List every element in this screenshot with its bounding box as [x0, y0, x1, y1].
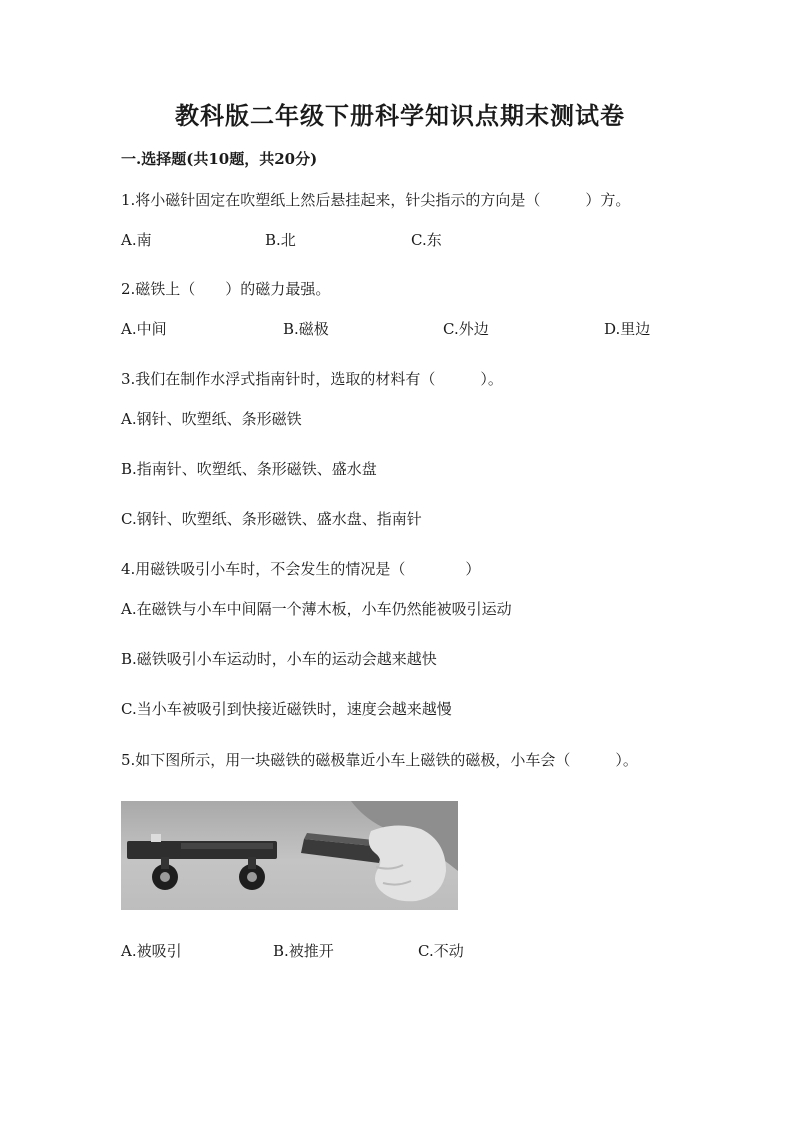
section-heading: 一.选择题(共10题，共20分) — [121, 150, 318, 168]
question-5: 5.如下图所示，用一块磁铁的磁极靠近小车上磁铁的磁极，小车会（ ）。 — [121, 751, 638, 769]
magnet-car-illustration — [121, 801, 458, 910]
q4-option-a: A.在磁铁与小车中间隔一个薄木板，小车仍然能被吸引运动 — [121, 600, 512, 618]
q3-option-b: B.指南针、吹塑纸、条形磁铁、盛水盘 — [121, 460, 377, 478]
q3-option-a: A.钢针、吹塑纸、条形磁铁 — [121, 410, 302, 428]
q1-option-c: C.东 — [411, 231, 442, 249]
q5-option-b: B.被推开 — [273, 942, 334, 960]
question-4: 4.用磁铁吸引小车时，不会发生的情况是（ ） — [121, 560, 481, 578]
question-2: 2.磁铁上（ ）的磁力最强。 — [121, 280, 331, 298]
question-3: 3.我们在制作水浮式指南针时，选取的材料有（ ）。 — [121, 370, 503, 388]
q4-option-c: C.当小车被吸引到快接近磁铁时，速度会越来越慢 — [121, 700, 452, 718]
q4-option-b: B.磁铁吸引小车运动时，小车的运动会越来越快 — [121, 650, 437, 668]
q5-option-a: A.被吸引 — [121, 942, 182, 960]
page-title: 教科版二年级下册科学知识点期末测试卷 — [175, 101, 625, 130]
q1-option-a: A.南 — [121, 231, 152, 249]
q2-option-a: A.中间 — [121, 320, 167, 338]
q3-option-c: C.钢针、吹塑纸、条形磁铁、盛水盘、指南针 — [121, 510, 422, 528]
q2-option-d: D.里边 — [604, 320, 651, 338]
q2-option-b: B.磁极 — [283, 320, 329, 338]
magnet-car-photo — [121, 801, 458, 910]
q2-option-c: C.外边 — [443, 320, 489, 338]
q1-option-b: B.北 — [265, 231, 296, 249]
question-1: 1.将小磁针固定在吹塑纸上然后悬挂起来，针尖指示的方向是（ ）方。 — [121, 191, 631, 209]
q5-option-c: C.不动 — [418, 942, 464, 960]
